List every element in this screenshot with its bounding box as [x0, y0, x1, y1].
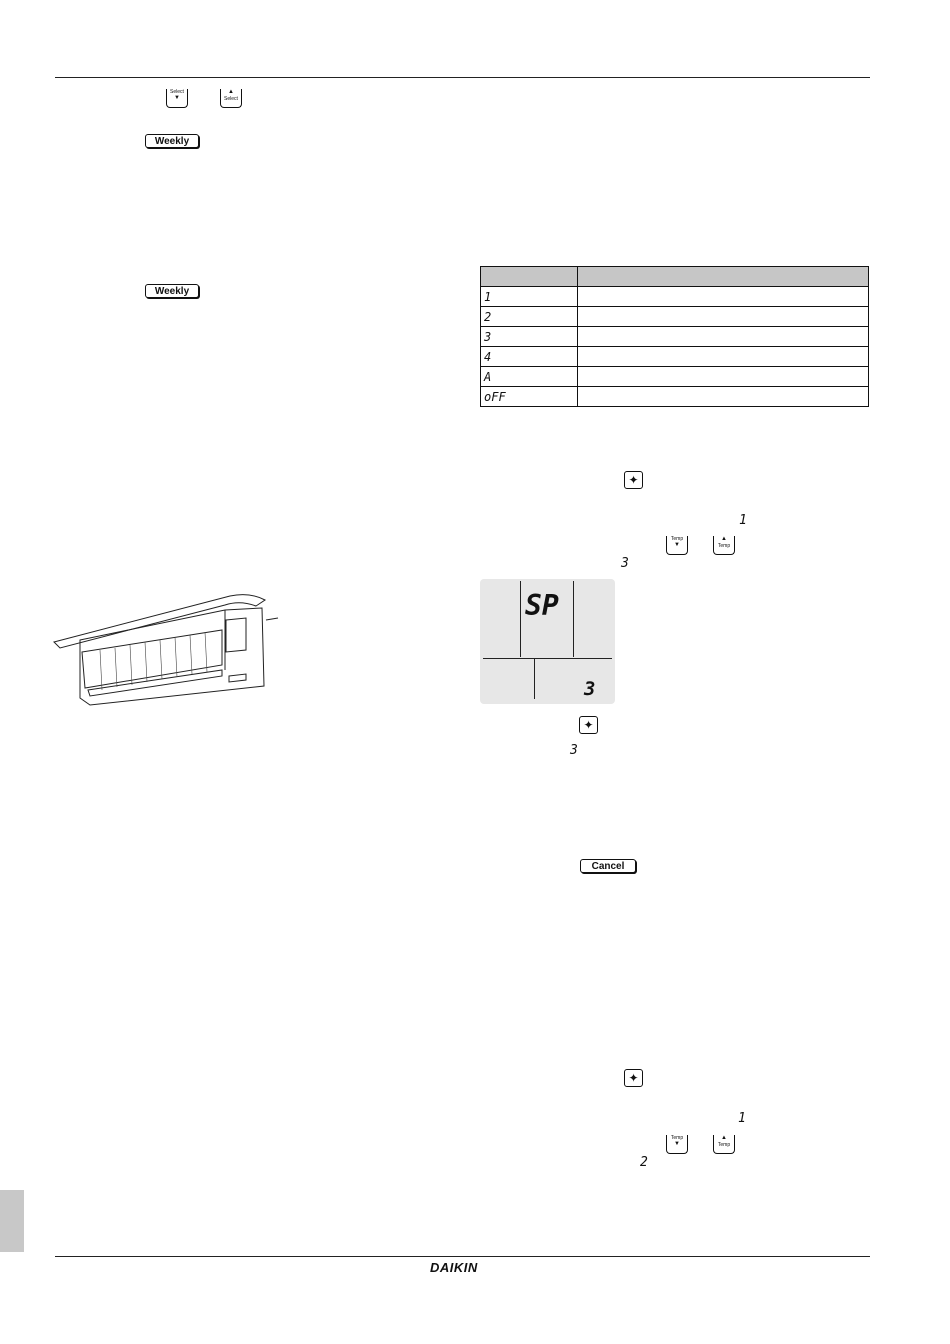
temp-down-label: Temp: [670, 1135, 684, 1141]
lcd-divider: [534, 659, 535, 699]
table-text-cell: [578, 287, 869, 307]
step2-result: 3: [570, 743, 578, 758]
lcd-divider: [520, 581, 521, 657]
table-text-cell: [578, 327, 869, 347]
fan-button[interactable]: [579, 716, 598, 734]
table-text-cell: [578, 307, 869, 327]
up-arrow-icon: ▲: [721, 536, 727, 542]
temp-down-label: Temp: [670, 536, 684, 542]
temp-down-key[interactable]: [666, 1135, 688, 1154]
step1-result: 3: [621, 556, 629, 571]
table-header-cell-2: [578, 267, 869, 287]
lcd-divider: [483, 658, 612, 659]
table-code-cell: A: [481, 367, 578, 387]
lcd-main-value: SP: [525, 589, 559, 622]
step1-value: 1: [739, 513, 747, 528]
table-header-row: [481, 267, 869, 287]
fan-button[interactable]: [624, 1069, 643, 1087]
step3-value: 1: [738, 1111, 746, 1126]
fan-icon: ✦: [628, 1071, 639, 1085]
down-arrow-icon: ▼: [674, 542, 680, 548]
daikin-logo: DAIKIN: [430, 1260, 478, 1275]
lcd-divider: [573, 581, 574, 657]
up-arrow-icon: ▲: [228, 89, 234, 95]
weekly-button-2[interactable]: Weekly: [145, 284, 199, 298]
temp-up-key[interactable]: [713, 536, 735, 555]
fan-icon: ✦: [628, 473, 639, 487]
select-down-label: Select: [170, 89, 184, 95]
side-tab: [0, 1190, 24, 1252]
table-row: [481, 347, 869, 367]
table-row: [481, 327, 869, 347]
table-code-cell: 2: [481, 307, 578, 327]
weekly-button[interactable]: Weekly: [145, 134, 199, 148]
table-text-cell: [578, 367, 869, 387]
select-up-key[interactable]: [220, 89, 242, 108]
table-row: [481, 367, 869, 387]
temp-up-label: Temp: [717, 543, 731, 549]
table-text-cell: [578, 347, 869, 367]
temp-up-key[interactable]: [713, 1135, 735, 1154]
up-arrow-icon: ▲: [721, 1135, 727, 1141]
setting-table: [480, 266, 869, 407]
down-arrow-icon: ▼: [174, 95, 180, 101]
table-code-cell: 4: [481, 347, 578, 367]
table-code-cell: 1: [481, 287, 578, 307]
table-code-cell: oFF: [481, 387, 578, 407]
step3-result: 2: [640, 1155, 648, 1170]
cancel-button[interactable]: Cancel: [580, 859, 636, 873]
table-row: [481, 307, 869, 327]
table-code-cell: 3: [481, 327, 578, 347]
footer-rule: [55, 1256, 870, 1257]
table-text-cell: [578, 387, 869, 407]
lcd-sub-value: 3: [584, 678, 596, 700]
temp-up-label: Temp: [717, 1142, 731, 1148]
fan-button[interactable]: [624, 471, 643, 489]
table-row: [481, 387, 869, 407]
header-rule: [55, 77, 870, 78]
indoor-unit-illustration: [50, 590, 280, 708]
temp-down-key[interactable]: [666, 536, 688, 555]
table-row: [481, 287, 869, 307]
lcd-display: [480, 579, 615, 704]
table-header-cell-1: [481, 267, 578, 287]
select-down-key[interactable]: [166, 89, 188, 108]
down-arrow-icon: ▼: [674, 1141, 680, 1147]
select-up-label: Select: [224, 96, 238, 102]
fan-icon: ✦: [583, 718, 594, 732]
